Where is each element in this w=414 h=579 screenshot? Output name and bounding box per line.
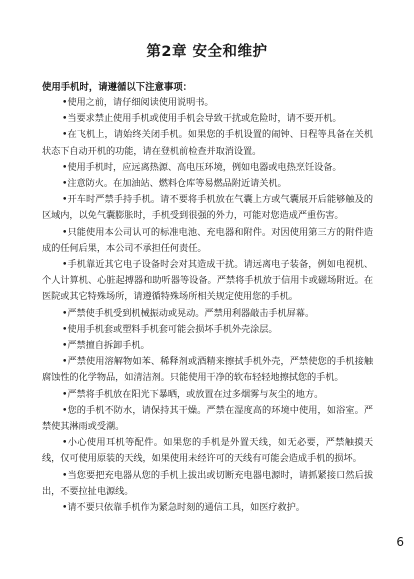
safety-item: •严禁擅自拆卸手机。 (62, 340, 150, 352)
safety-item: •使用之前，请仔细阅读使用说明书。 (62, 97, 214, 108)
safety-item: •手机靠近其它电子设备时会对其造成干扰。请远离电子装备，例如电视机、个人计算机、心脏起搏器和助听器等设备。严禁将手机放于信用卡或磁场附近。在医院或其它特殊场所，请遵循特殊场所相关规定使用您的手机。 (42, 259, 373, 303)
page-number: 6 (396, 535, 404, 549)
safety-item: •严禁将手机放在阳光下暴晒，或放置在过多烟雾与灰尘的地方。 (62, 388, 324, 400)
chapter-title: 第2章 安全和维护 (146, 44, 268, 60)
intro-heading: 使用手机时，请遵循以下注意事项： (42, 82, 193, 93)
safety-item: •小心使用耳机等配件。如果您的手机是外置天线，如无必要，严禁触摸天线，仅可使用原装的天线，如果使用未经许可的天线有可能会造成手机的损坏。 (42, 437, 373, 465)
safety-item: •在飞机上，请始终关闭手机。如果您的手机设置的闹钟、日程等具备在关机状态下自动开机的功能，请在登机前检查并取消设置。 (42, 129, 373, 157)
safety-item: •注意防火。在加油站、燃料仓库等易燃品附近请关机。 (62, 178, 287, 190)
safety-item: •当您要把充电器从您的手机上拔出或切断充电器电源时，请抓紧接口然后拔出，不要拉扯电源线。 (42, 469, 373, 497)
safety-item: •当要求禁止使用手机或使用手机会导致干扰或危险时，请不要开机。 (62, 113, 342, 125)
safety-item: •您的手机不防水，请保持其干燥。严禁在湿度高的环境中使用，如浴室。严禁使其淋雨或受潮。 (42, 404, 373, 433)
safety-item: •严禁使手机受到机械振动或晃动。严禁用利器敲击手机屏幕。 (62, 307, 315, 319)
safety-item: •使用手机时，应远离热源、高电压环境，例如电器或电热烹饪设备。 (62, 161, 342, 173)
safety-item: •严禁使用溶解物如苯、稀释剂或酒精来擦拭手机外壳，严禁使您的手机接触腐蚀性的化学物品，如清洁剂。只能使用干净的软布轻轻地擦拭您的手机。 (42, 356, 373, 384)
safety-item: •开车时严禁手持手机。请不要将手机放在气囊上方或气囊展开后能够触及的区域内，以免气囊膨胀时，手机受到很强的外力，可能对您造成严重伤害。 (42, 194, 373, 222)
safety-item: •只能使用本公司认可的标准电池、充电器和附件。对因使用第三方的附件造成的任何后果，本公司不承担任何责任。 (42, 226, 373, 254)
safety-list (42, 95, 373, 516)
safety-item: •请不要只依靠手机作为紧急时刻的通信工具，如医疗救护。 (62, 502, 305, 514)
safety-item: •使用手机套或塑料手机套可能会损坏手机外壳涂层。 (62, 323, 278, 335)
